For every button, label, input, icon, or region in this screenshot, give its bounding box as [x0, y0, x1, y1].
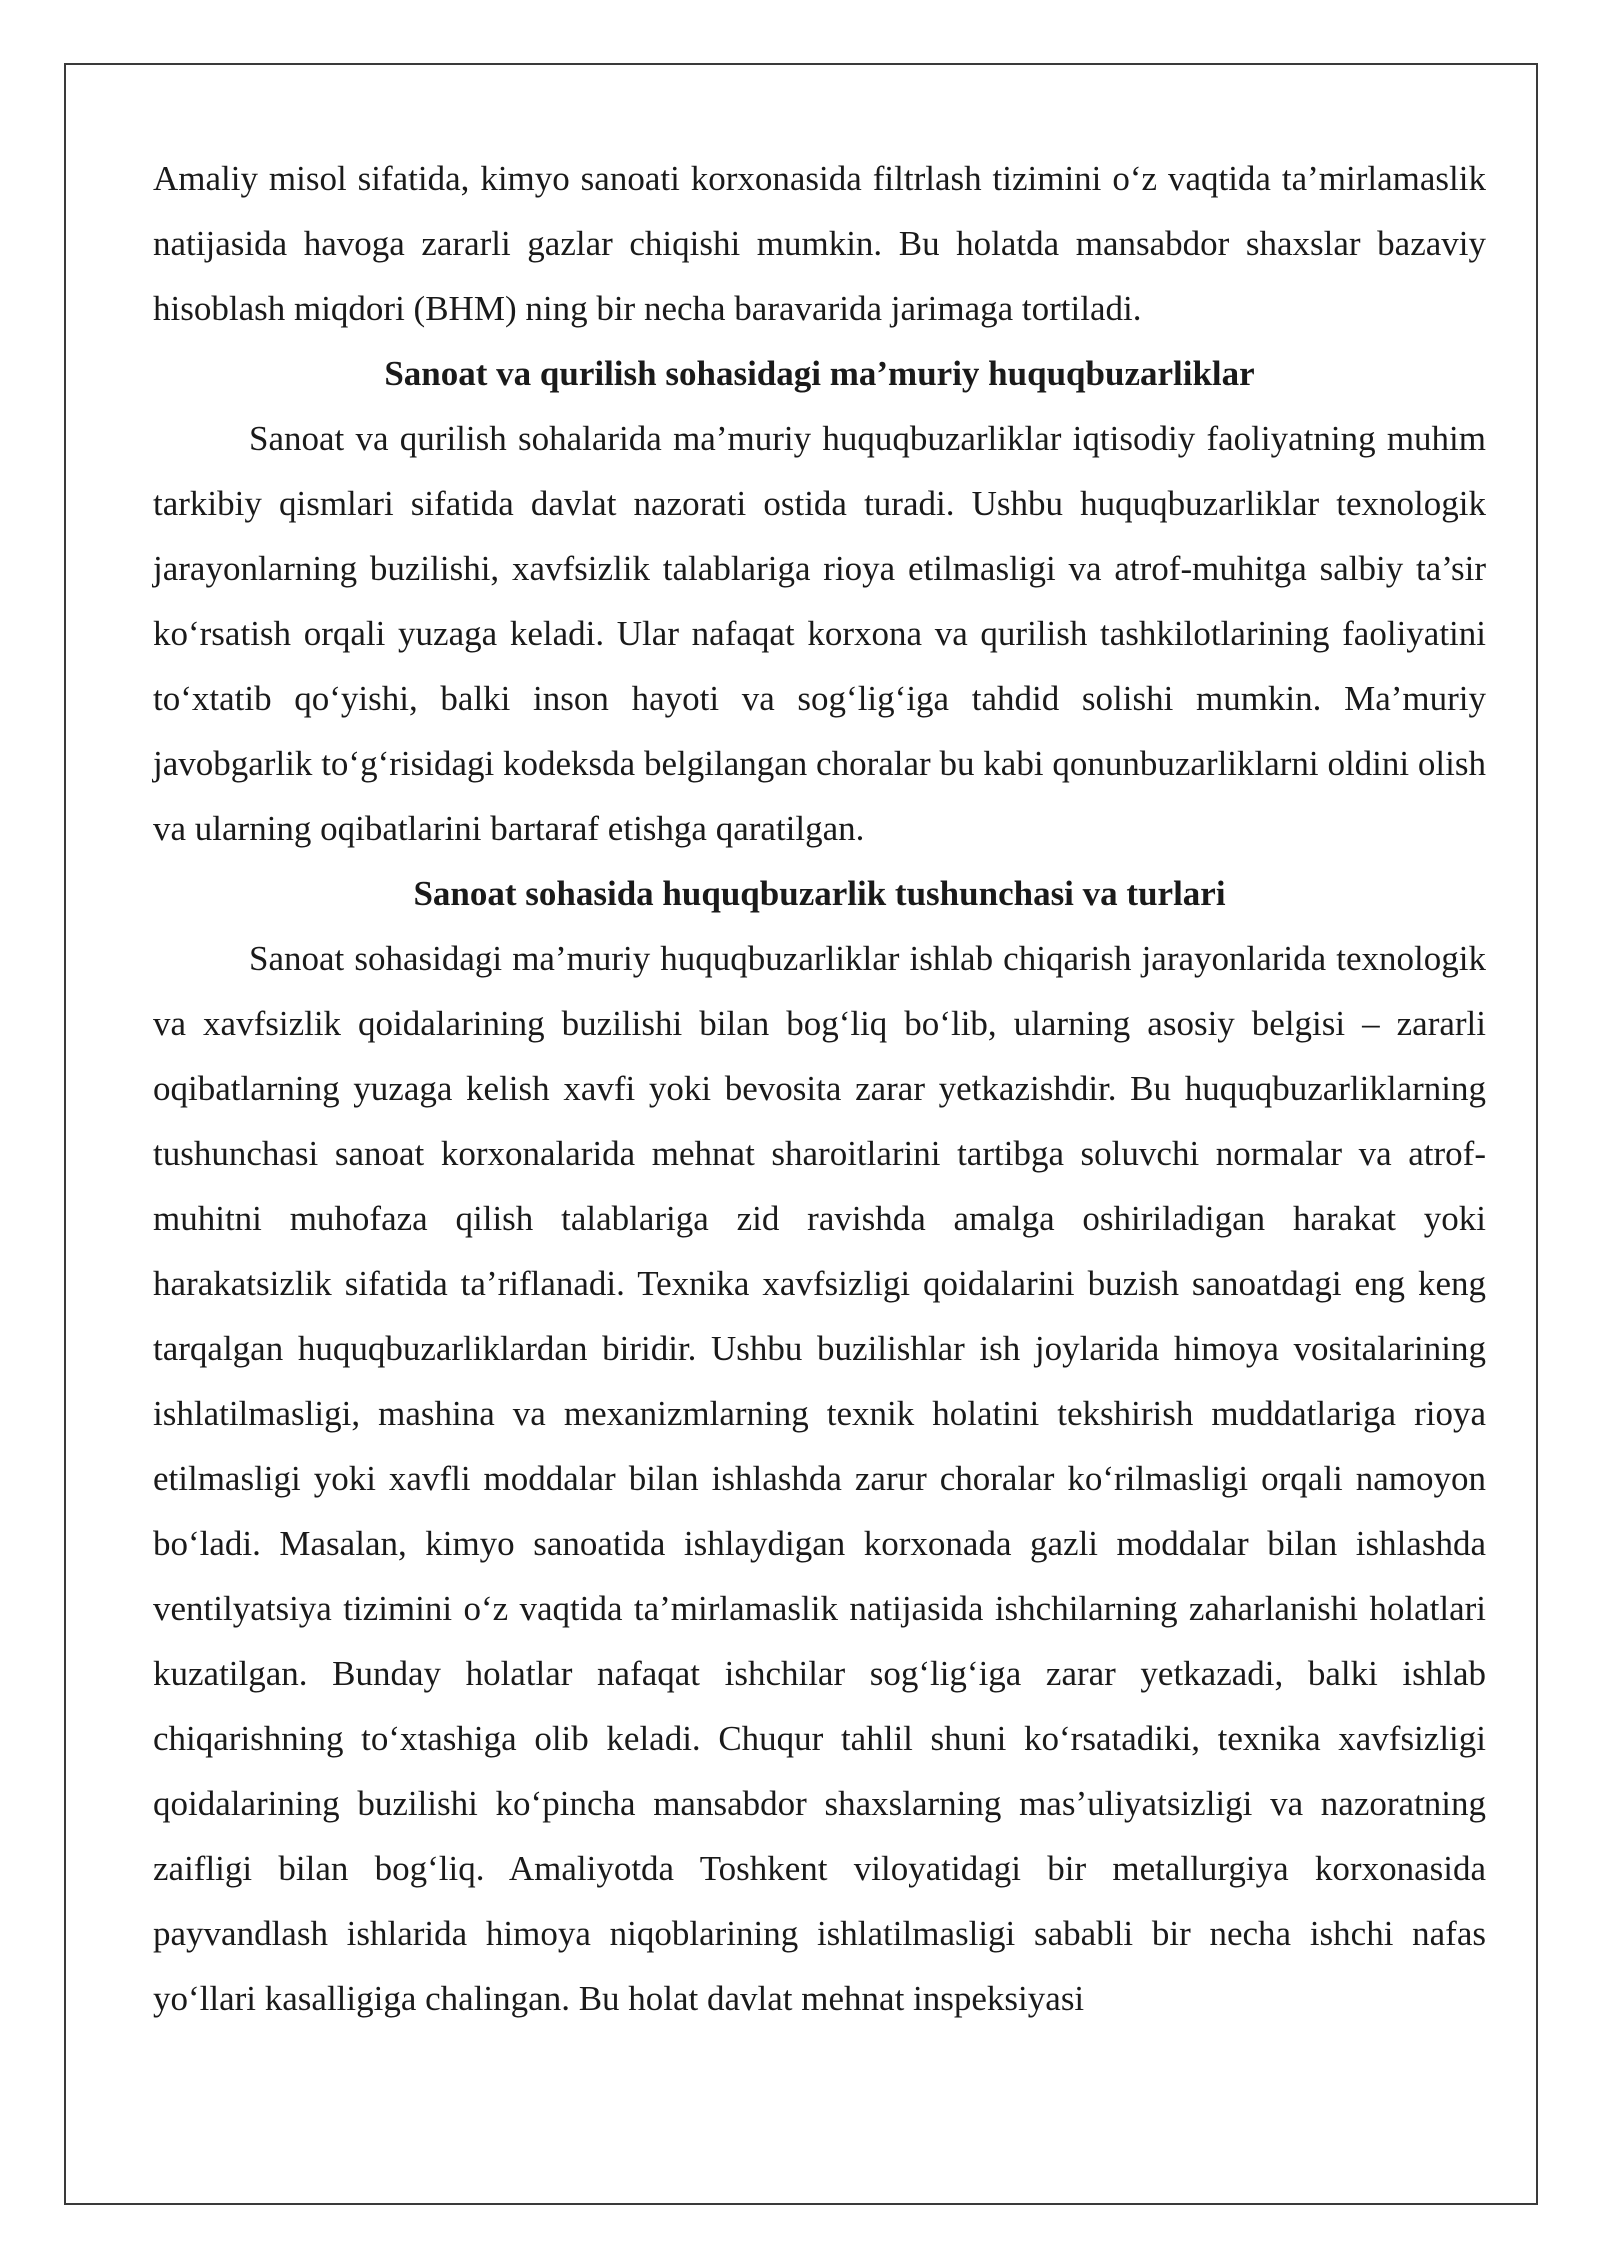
section-heading-construction: Sanoat va qurilish sohasidagi ma’muriy huquqbuzarliklar	[384, 354, 1255, 393]
section-paragraph-industry: Sanoat sohasidagi ma’muriy huquqbuzarliklar ishlab chiqarish jarayonlarida texnologik va xavfsizlik qoidalarining buzilishi bilan bog‘liq bo‘lib, ularning asosiy belgisi – zararli oqibatlarning yuzaga kelish xavfi yoki bevosita zarar yetkazishdir. Bu huquqbuzarliklarning tushunchasi sanoat korxonalarida mehnat sharoitlarini tartibga soluvchi normalar va atrof-muhitni muhofaza qilish talablariga zid ravishda amalga oshiriladigan harakat yoki harakatsizlik sifatida ta’riflanadi. Texnika xavfsizligi qoidalarini buzish sanoatdagi eng keng tarqalgan huquqbuzarliklardan biridir. Ushbu buzilishlar ish joylarida himoya vositalarining ishlatilmasligi, mashina va mexanizmlarning texnik holatini tekshirish muddatlariga rioya etilmasligi yoki xavfli moddalar bilan ishlashda zarur choralar ko‘rilmasligi orqali namoyon bo‘ladi. Masalan, kimyo sanoatida ishlaydigan korxonada gazli moddalar bilan ishlashda ventilyatsiya tizimini o‘z vaqtida ta’mirlamaslik natijasida ishchilarning zaharlanishi holatlari kuzatilgan. Bunday holatlar nafaqat ishchilar sog‘lig‘iga zarar yetkazadi, balki ishlab chiqarishning to‘xtashiga olib keladi. Chuqur tahlil shuni ko‘rsatadiki, texnika xavfsizligi qoidalarining buzilishi ko‘pincha mansabdor shaxslarning mas’uliyatsizligi va nazoratning zaifligi bilan bog‘liq. Amaliyotda Toshkent viloyatidagi bir metallurgiya korxonasida payvandlash ishlarida himoya niqoblarining ishlatilmasligi sababli bir necha ishchi nafas yo‘llari kasalligiga chalingan. Bu holat davlat mehnat inspeksiyasi	[153, 939, 1486, 2018]
document-body	[153, 146, 1486, 2031]
section-heading-industry: Sanoat sohasida huquqbuzarlik tushunchasi va turlari	[413, 874, 1226, 913]
section-paragraph-construction: Sanoat va qurilish sohalarida ma’muriy huquqbuzarliklar iqtisodiy faoliyatning muhim tarkibiy qismlari sifatida davlat nazorati ostida turadi. Ushbu huquqbuzarliklar texnologik jarayonlarning buzilishi, xavfsizlik talablariga rioya etilmasligi va atrof-muhitga salbiy ta’sir ko‘rsatish orqali yuzaga keladi. Ular nafaqat korxona va qurilish tashkilotlarining faoliyatini to‘xtatib qo‘yishi, balki inson hayoti va sog‘lig‘iga tahdid solishi mumkin. Ma’muriy javobgarlik to‘g‘risidagi kodeksda belgilangan choralar bu kabi qonunbuzarliklarni oldini olish va ularning oqibatlarini bartaraf etishga qaratilgan.	[153, 419, 1486, 848]
intro-paragraph: Amaliy misol sifatida, kimyo sanoati korxonasida filtrlash tizimini o‘z vaqtida ta’mirlamaslik natijasida havoga zararli gazlar chiqishi mumkin. Bu holatda mansabdor shaxslar bazaviy hisoblash miqdori (BHM) ning bir necha baravarida jarimaga tortiladi.	[153, 159, 1486, 328]
